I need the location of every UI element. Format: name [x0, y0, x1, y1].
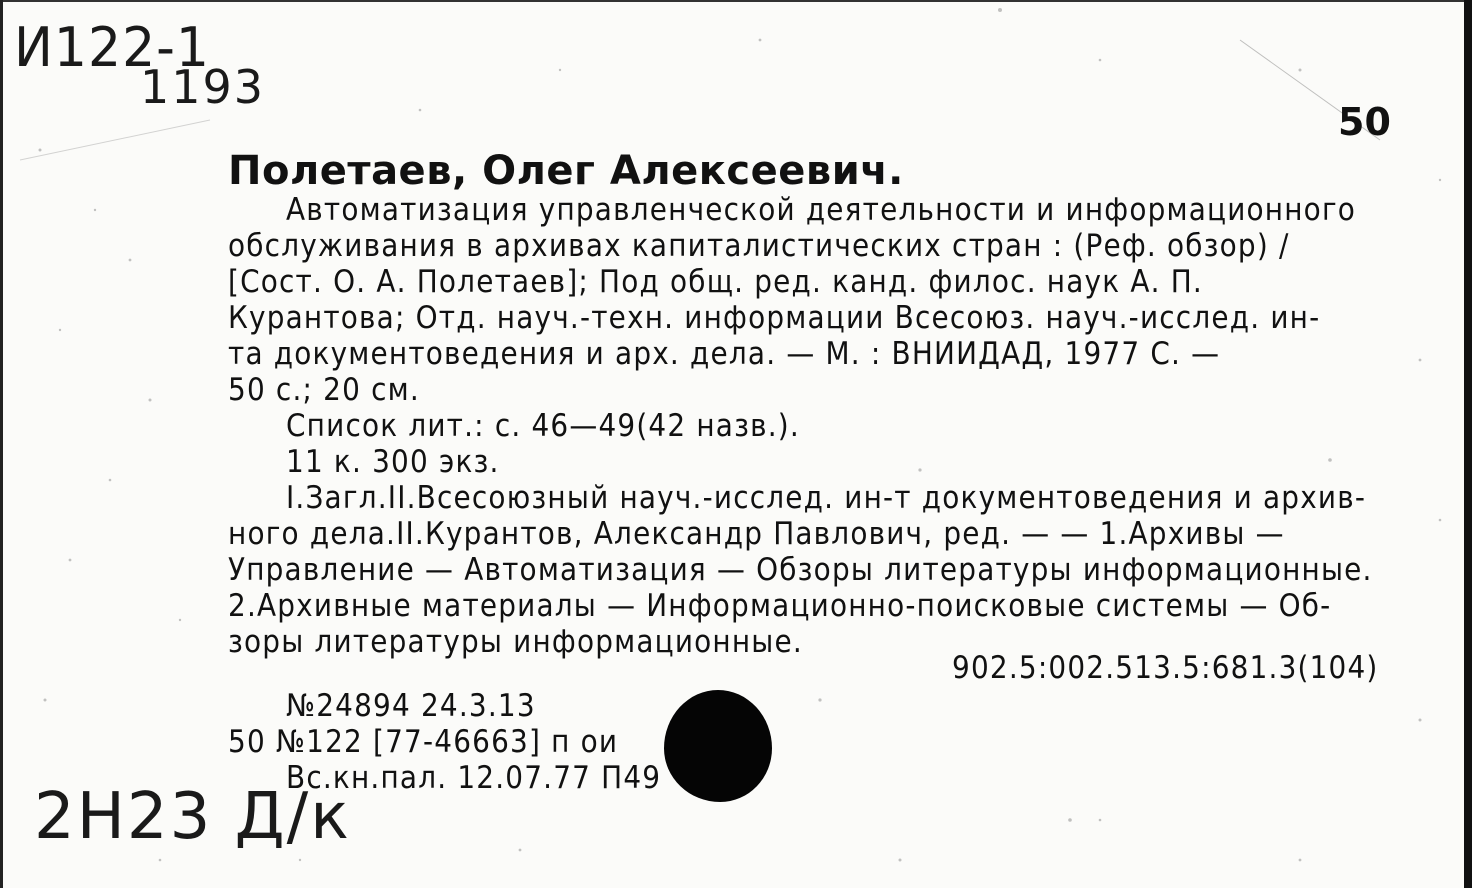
punch-hole: [664, 690, 772, 802]
author-heading: Полетаев, Олег Алексеевич.: [228, 148, 904, 194]
price-print-run: 11 к. 300 экз.: [286, 444, 500, 480]
footer-line: №24894 24.3.13: [286, 688, 536, 724]
subject-line: I.Загл.II.Всесоюзный науч.-исслед. ин-т документоведения и архив-: [286, 480, 1367, 516]
udc-classification: 902.5:002.513.5:681.3(104): [952, 650, 1379, 686]
subject-line: 2.Архивные материалы — Информационно-поисковые системы — Об-: [228, 588, 1332, 624]
entry-line: обслуживания в архивах капиталистических стран : (Реф. обзор) /: [228, 228, 1290, 264]
entry-line: 50 с.; 20 см.: [228, 372, 420, 408]
entry-line: Курантова; Отд. науч.-техн. информации Всесоюз. науч.-исслед. ин-: [228, 300, 1321, 336]
entry-line: [Сост. О. А. Полетаев]; Под общ. ред. канд. филос. наук А. П.: [228, 264, 1203, 300]
subject-line: ного дела.II.Курантов, Александр Павлович, ред. — — 1.Архивы —: [228, 516, 1285, 552]
subject-line: зоры литературы информационные.: [228, 624, 803, 660]
page-count-label: 50: [1338, 100, 1391, 144]
footer-line: Вс.кн.пал. 12.07.77 П49: [286, 760, 662, 796]
footer-line: 50 №122 [77-46663] п ои: [228, 724, 619, 760]
entry-line: Автоматизация управленческой деятельности и информационного: [286, 192, 1357, 228]
subject-line: Управление — Автоматизация — Обзоры литературы информационные.: [228, 552, 1373, 588]
bibliography-note: Список лит.: с. 46—49(42 назв.).: [286, 408, 800, 444]
handwritten-call-number-sub: 1193: [140, 60, 266, 114]
handwritten-note: 2Н23 Д/к: [34, 780, 351, 854]
handwritten-call-number: И122-1: [14, 16, 210, 80]
entry-line: та документоведения и арх. дела. — М. : ВНИИДАД, 1977 С. —: [228, 336, 1221, 372]
